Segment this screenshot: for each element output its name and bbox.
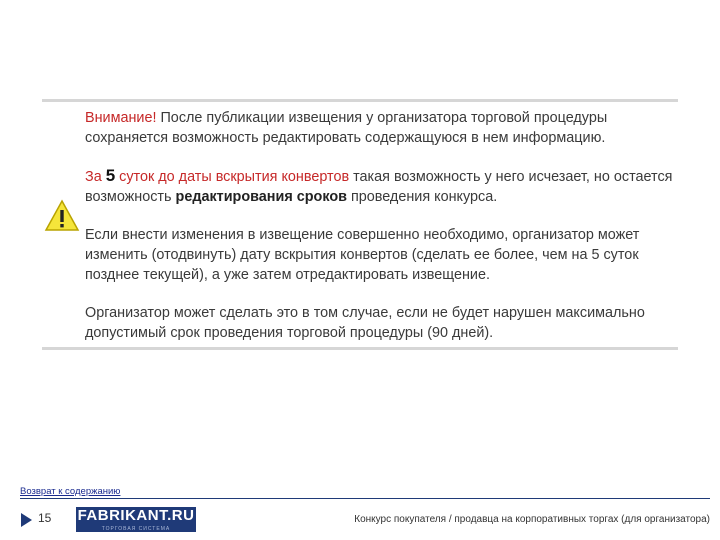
back-to-contents-link[interactable]: Возврат к содержанию — [20, 486, 121, 497]
notice-paragraph-2: За 5 суток до даты вскрытия конвертов такая возможность у него исчезает, но остается возможность редактирования сроков проведения конкурса. — [85, 166, 673, 205]
page-number: 15 — [38, 511, 52, 525]
fabrikant-logo: FABRIKANT.RU — [76, 507, 196, 532]
warning-triangle-icon — [44, 199, 80, 232]
notice-content — [85, 108, 685, 361]
notice-paragraph-4: Организатор может сделать это в том случае, если не будет нарушен максимально допустимый срок проведения торговой процедуры (90 дней). — [85, 305, 645, 341]
play-arrow-icon[interactable] — [21, 513, 32, 527]
bottom-divider — [42, 347, 678, 350]
top-divider — [42, 99, 678, 102]
notice-paragraph-1: Внимание! После публикации извещения у организатора торговой процедуры сохраняется возможность редактировать содержащуюся в нем информацию. — [85, 110, 608, 146]
footer-divider — [20, 498, 710, 499]
logo-tagline: ТОРГОВАЯ СИСТЕМА — [101, 526, 171, 532]
days-count: 5 — [105, 166, 116, 185]
footer-title: Конкурс покупателя / продавца на корпоративных торгах (для организатора) — [354, 514, 710, 525]
notice-paragraph-3: Если внести изменения в извещение совершенно необходимо, организатор может изменить (отодвинуть) дату вскрытия конвертов (сделать ее более, чем на 5 суток позднее текущей), а уже затем отредактировать извещение. — [85, 227, 640, 283]
attention-label: Внимание! — [85, 110, 157, 126]
